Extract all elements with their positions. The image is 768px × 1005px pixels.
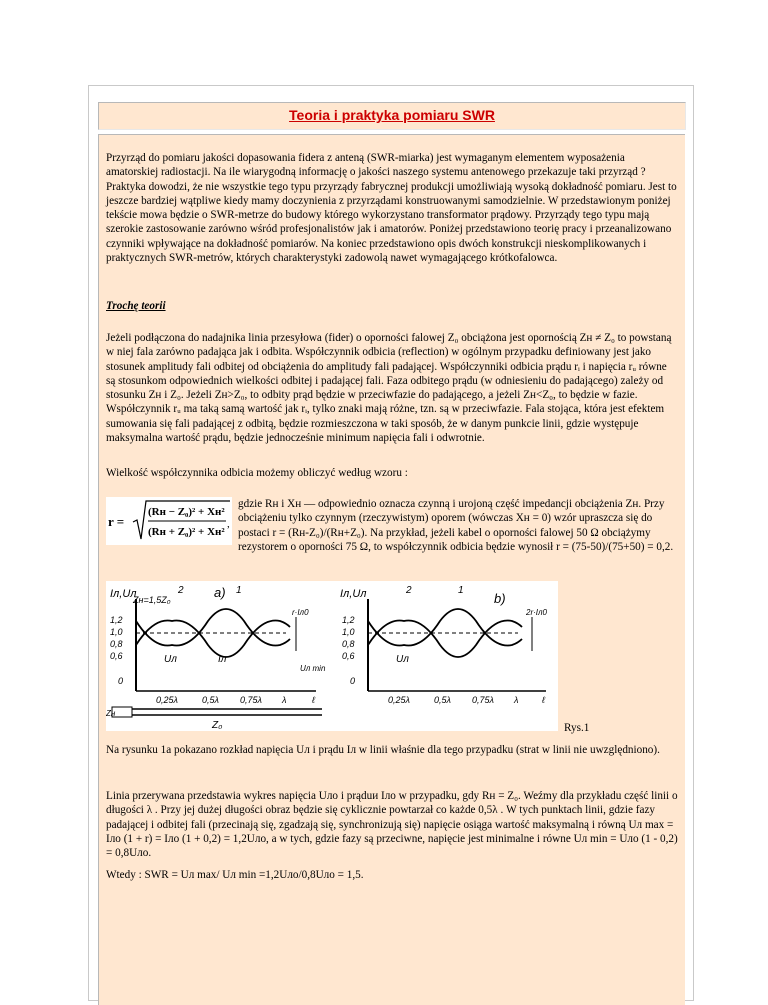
svg-text:1,0: 1,0 bbox=[342, 627, 355, 637]
fig-ylabel-a: Iл,Uл bbox=[110, 588, 137, 600]
figure-caption: Rys.1 bbox=[564, 722, 590, 734]
figure-description: Na rysunku 1a pokazano rozkład napięcia Uл i prądu Iл w linii właśnie dla tego przypadku (strat w linii nie uwzględniono). bbox=[106, 744, 660, 756]
fig-panel-b: b) bbox=[494, 591, 506, 606]
formula-intro: Wielkość współczynnika odbicia możemy obliczyć według wzoru : bbox=[106, 467, 408, 479]
analysis-paragraph: Linia przerywana przedstawia wykres napięcia Uло i prąduи Iло w przypadku, gdy Rн = Z₀. Weźmy dla przykładu część linii o długości λ . Przy jej dużej długości obraz będzie się cyklicznie powtarzał co każde 0,5λ . W tych punktach linii, gdzie fazy padającej i odbitej fali (przecinają się, zgadzają się, synchronizują się) napięcie osiąga wartość maksymalną i równą Uл max = Iло (1 + r) = Iло (1 + 0,2) = 1,2Uло, a w tych, gdzie fazy są przeciwne, napięcie jest minimalne i równe Uл min = Uло (1 - 0,2) = 0,8Uло. bbox=[106, 790, 678, 860]
svg-text:0: 0 bbox=[118, 676, 124, 686]
svg-text:1: 1 bbox=[458, 585, 464, 596]
fig-r2: 2r·Iл0 bbox=[526, 608, 547, 617]
svg-text:1: 1 bbox=[236, 585, 242, 596]
fig-zn: Zн bbox=[106, 709, 116, 718]
svg-text:r =: r = bbox=[108, 514, 125, 529]
theory-paragraph: Jeżeli podłączona do nadajnika linia przesyłowa (fider) o oporności falowej Z₀ obciążona jest opornością Zн ≠ Z₀ to powstaną w niej fala zarówno padająca jak i odbita. Współczynnik odbicia (reflection) w ogólnym przypadku definiowany jest jako stosunek amplitudy fali odbitej od obciążenia do amplitudy fali padającej. Współczynniki odbicia prądu rᵢ i napięcia rᵤ równe są stosunkom odpowiednich wielkości odbitej i padającej fali. Faza odbitego prądu (w odniesieniu do padającego) zależy od stosunku Zн i Z₀. Jeżeli Zн>Z₀, to odbity prąd będzie w przeciwfazie do padającego, a jeżeli Zн<Z₀, to będzie w fazie. Współczynnik rᵤ ma taką samą wartość jak rᵢ, tylko znaki mają różne, tzn. są w przeciwfazie. Fala stojąca, która jest efektem sumowania się fali padającej z odbitą, będzie rozmieszczona w taki sposób, że w danym punkcie linii, gdzie występuje maksymalna wartość prądu, będzie jednocześnie minimum napięcia fali i odwrotnie. bbox=[106, 332, 672, 445]
svg-text:0: 0 bbox=[350, 676, 356, 686]
fig-z0: Z₀ bbox=[212, 720, 223, 731]
svg-text:1,0: 1,0 bbox=[110, 627, 123, 637]
svg-text:(Rн − Z₀)² + Xн²: (Rн − Z₀)² + Xн² bbox=[148, 506, 225, 518]
svg-text:1,2: 1,2 bbox=[342, 615, 355, 625]
svg-text:0,75λ: 0,75λ bbox=[472, 695, 494, 705]
svg-text:1,2: 1,2 bbox=[110, 615, 123, 625]
fig-ylabel-b: Iл,Uл bbox=[340, 588, 367, 600]
figure-1 bbox=[106, 581, 558, 731]
article-body bbox=[98, 134, 685, 1005]
formula-explanation: gdzie Rн i Xн — odpowiednio oznacza czynną i urojoną część impedancji obciążenia Zн. Przy obciążeniu tylko czynnym (rzeczywistym) oporem (wówczas Xн = 0) wzór upraszcza się do postaci r = (Rн-Z₀)/(Rн+Z₀). Na przykład, jeżeli kabel o oporności falowej 50 Ω obciążymy rezystorem o oporności 75 Ω, to współczynnik odbicia będzie wynosił r = (75-50)/(75+50) = 0,2. bbox=[238, 498, 674, 553]
fig-curve-u: Uл bbox=[164, 654, 177, 665]
intro-paragraph: Przyrząd do pomiaru jakości dopasowania fidera z anteną (SWR-miarka) jest wymaganym elementem wyposażenia amatorskiej radiostacji. Na ile wiarygodną informację o jakości naszego systemu antenowego przekazuje taki przyrząd ? Praktyka dowodzi, że nie wszystkie tego typu przyrządy fabrycznej produkcji umożliwiają wysoką dokładność pomiaru. Jest to jeszcze bardziej wątpliwe kiedy mamy doczynienia z przyrządami konstruowanymi samodzielnie. W przedstawionym poniżej tekście mowa będzie o SWR-metrze do budowy którego wykorzystano transformator prądowy. Przyrządy tego typu mają szerokie zastosowanie zarówno wśród profesjonalistów jak i amatorów. Poniżej przedstawiono teorię pracy i przeanalizowano czynniki wpływające na dokładność pomiarów. Na koniec przedstawiono opis dwóch konstrukcji nieskomplikowanych i praktycznych SWR-metrów, których charakterystyki zadowolą nawet wymagającego krótkofalowca. bbox=[106, 152, 677, 265]
svg-text:0,75λ: 0,75λ bbox=[240, 695, 262, 705]
fig-umin: Uл min bbox=[300, 664, 326, 673]
svg-text:0,8: 0,8 bbox=[110, 639, 123, 649]
svg-text:(Rн + Z₀)² + Xн²: (Rн + Z₀)² + Xн² bbox=[148, 526, 225, 538]
svg-text:0,5λ: 0,5λ bbox=[434, 695, 451, 705]
svg-text:ℓ: ℓ bbox=[312, 695, 315, 705]
fig-curve-i: Iл bbox=[218, 654, 227, 665]
fig-panel-a: a) bbox=[214, 585, 226, 600]
svg-text:0,25λ: 0,25λ bbox=[156, 695, 178, 705]
svg-text:r·Iл0: r·Iл0 bbox=[292, 608, 309, 617]
svg-text:λ: λ bbox=[282, 695, 287, 705]
svg-text:ℓ: ℓ bbox=[542, 695, 545, 705]
svg-text:λ: λ bbox=[514, 695, 519, 705]
svg-text:0,8: 0,8 bbox=[342, 639, 355, 649]
swr-result: Wtedy : SWR = Uл max/ Uл min =1,2Uло/0,8Uло = 1,5. bbox=[106, 869, 364, 881]
svg-text:2: 2 bbox=[178, 585, 184, 596]
section-heading: Trochę teorii bbox=[106, 300, 166, 312]
fig-zn-label: Zн=1,5Z₀ bbox=[133, 595, 171, 605]
page-title: Teoria i praktyka pomiaru SWR bbox=[289, 107, 495, 123]
svg-text:0,6: 0,6 bbox=[110, 651, 123, 661]
svg-text:0,25λ: 0,25λ bbox=[388, 695, 410, 705]
svg-text:2: 2 bbox=[406, 585, 412, 596]
svg-text:Uл: Uл bbox=[396, 654, 409, 665]
svg-text:0,5λ: 0,5λ bbox=[202, 695, 219, 705]
reflection-formula bbox=[106, 497, 232, 545]
svg-text:,: , bbox=[227, 518, 230, 530]
svg-text:0,6: 0,6 bbox=[342, 651, 355, 661]
title-bar bbox=[98, 102, 686, 130]
